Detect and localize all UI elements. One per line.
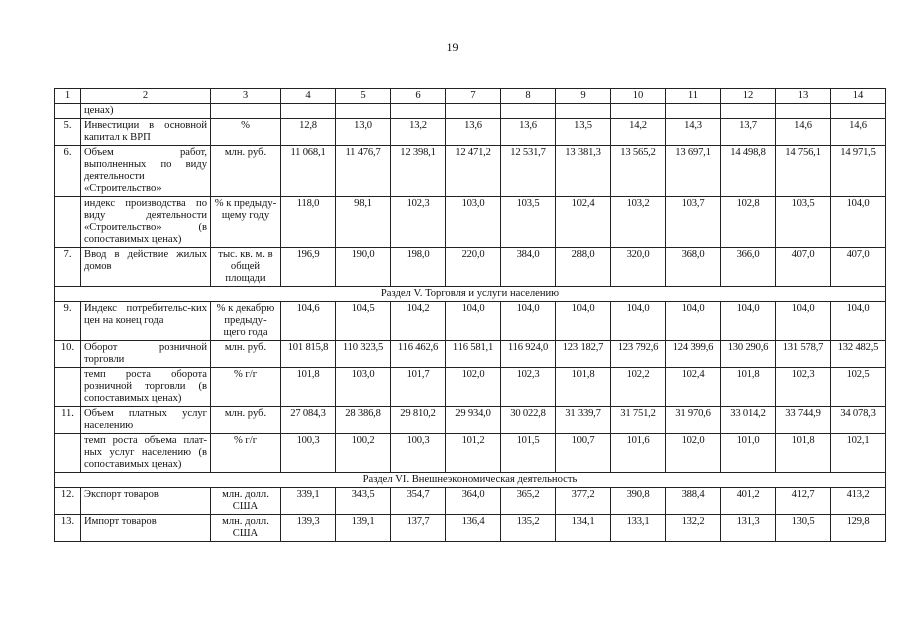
value-cell: 123 182,7	[556, 341, 611, 368]
value-cell: 28 386,8	[336, 407, 391, 434]
column-number-cell: 13	[776, 89, 831, 104]
page-number: 19	[446, 40, 459, 54]
value-cell: 102,5	[831, 368, 886, 407]
value-cell: 137,7	[391, 515, 446, 542]
value-cell: 366,0	[721, 248, 776, 287]
unit-cell: тыс. кв. м. в общей площади	[211, 248, 281, 287]
column-number-cell: 9	[556, 89, 611, 104]
row-number-cell: 9.	[55, 302, 81, 341]
row-number-cell: 10.	[55, 341, 81, 368]
value-cell: 103,7	[666, 197, 721, 248]
value-cell: 412,7	[776, 488, 831, 515]
value-cell	[611, 104, 666, 119]
value-cell: 102,2	[611, 368, 666, 407]
indicator-name-cell: Экспорт товаров	[81, 488, 211, 515]
table-row	[55, 368, 886, 407]
value-cell: 388,4	[666, 488, 721, 515]
value-cell: 101 815,8	[281, 341, 336, 368]
indicator-name-cell: Оборот розничной торговли	[81, 341, 211, 368]
value-cell: 123 792,6	[611, 341, 666, 368]
section-title: Раздел VI. Внешнеэкономическая деятельность	[55, 473, 886, 488]
value-cell: 102,0	[446, 368, 501, 407]
value-cell: 12,8	[281, 119, 336, 146]
value-cell: 101,0	[721, 434, 776, 473]
unit-cell: млн. руб.	[211, 407, 281, 434]
value-cell: 129,8	[831, 515, 886, 542]
value-cell: 13,2	[391, 119, 446, 146]
value-cell: 390,8	[611, 488, 666, 515]
row-number-cell: 12.	[55, 488, 81, 515]
value-cell: 13 697,1	[666, 146, 721, 197]
value-cell: 131,3	[721, 515, 776, 542]
value-cell: 13,5	[556, 119, 611, 146]
unit-cell	[211, 104, 281, 119]
value-cell: 134,1	[556, 515, 611, 542]
value-cell: 413,2	[831, 488, 886, 515]
indicators-table	[54, 88, 886, 542]
column-number-cell: 5	[336, 89, 391, 104]
column-number-cell: 11	[666, 89, 721, 104]
table-header-row	[55, 89, 886, 104]
value-cell: 116 924,0	[501, 341, 556, 368]
section-heading-row	[55, 473, 886, 488]
value-cell: 368,0	[666, 248, 721, 287]
value-cell: 100,3	[281, 434, 336, 473]
value-cell: 101,8	[776, 434, 831, 473]
value-cell: 27 084,3	[281, 407, 336, 434]
value-cell: 132 482,5	[831, 341, 886, 368]
value-cell: 33 014,2	[721, 407, 776, 434]
value-cell: 100,3	[391, 434, 446, 473]
table-row	[55, 434, 886, 473]
value-cell: 29 810,2	[391, 407, 446, 434]
table-row	[55, 119, 886, 146]
value-cell: 104,0	[721, 302, 776, 341]
column-number-cell: 1	[55, 89, 81, 104]
row-number-cell	[55, 368, 81, 407]
table-row	[55, 515, 886, 542]
value-cell: 14,6	[776, 119, 831, 146]
value-cell: 124 399,6	[666, 341, 721, 368]
indicator-name-cell: индекс производства по виду деятельности «Строительство» (в сопоставимых ценах)	[81, 197, 211, 248]
value-cell	[831, 104, 886, 119]
value-cell: 102,8	[721, 197, 776, 248]
value-cell: 103,0	[446, 197, 501, 248]
value-cell: 131 578,7	[776, 341, 831, 368]
value-cell: 31 339,7	[556, 407, 611, 434]
value-cell: 343,5	[336, 488, 391, 515]
column-number-cell: 3	[211, 89, 281, 104]
indicator-name-cell: темп роста объема плат-ных услуг населению (в сопоставимых ценах)	[81, 434, 211, 473]
table-body	[55, 89, 886, 542]
value-cell: 11 476,7	[336, 146, 391, 197]
value-cell	[391, 104, 446, 119]
value-cell: 401,2	[721, 488, 776, 515]
table-row	[55, 407, 886, 434]
indicator-name-cell: Инвестиции в основной капитал к ВРП	[81, 119, 211, 146]
value-cell: 102,4	[556, 197, 611, 248]
unit-cell: % г/г	[211, 434, 281, 473]
value-cell: 139,1	[336, 515, 391, 542]
value-cell: 104,5	[336, 302, 391, 341]
value-cell: 102,3	[501, 368, 556, 407]
value-cell: 377,2	[556, 488, 611, 515]
value-cell: 118,0	[281, 197, 336, 248]
row-number-cell: 7.	[55, 248, 81, 287]
value-cell: 132,2	[666, 515, 721, 542]
value-cell: 98,1	[336, 197, 391, 248]
unit-cell: %	[211, 119, 281, 146]
row-number-cell: 6.	[55, 146, 81, 197]
value-cell: 104,0	[446, 302, 501, 341]
value-cell: 13,6	[446, 119, 501, 146]
value-cell: 13 565,2	[611, 146, 666, 197]
indicator-name-cell: Объем работ, выполненных по виду деятельности «Строительство»	[81, 146, 211, 197]
indicator-name-cell: Импорт товаров	[81, 515, 211, 542]
value-cell: 104,0	[776, 302, 831, 341]
value-cell: 101,8	[281, 368, 336, 407]
column-number-cell: 4	[281, 89, 336, 104]
value-cell: 12 398,1	[391, 146, 446, 197]
table-row	[55, 104, 886, 119]
value-cell	[776, 104, 831, 119]
value-cell: 30 022,8	[501, 407, 556, 434]
value-cell: 31 751,2	[611, 407, 666, 434]
table-row	[55, 341, 886, 368]
row-number-cell: 11.	[55, 407, 81, 434]
unit-cell: млн. долл. США	[211, 488, 281, 515]
table-row	[55, 248, 886, 287]
column-number-cell: 14	[831, 89, 886, 104]
value-cell: 101,6	[611, 434, 666, 473]
value-cell	[666, 104, 721, 119]
value-cell: 34 078,3	[831, 407, 886, 434]
value-cell: 135,2	[501, 515, 556, 542]
value-cell: 104,0	[831, 302, 886, 341]
value-cell: 100,2	[336, 434, 391, 473]
value-cell: 116 462,6	[391, 341, 446, 368]
value-cell: 102,3	[776, 368, 831, 407]
value-cell: 13,6	[501, 119, 556, 146]
value-cell: 104,0	[501, 302, 556, 341]
column-number-cell: 7	[446, 89, 501, 104]
indicator-name-cell: Индекс потребительс-ких цен на конец года	[81, 302, 211, 341]
table-row	[55, 488, 886, 515]
row-number-cell: 5.	[55, 119, 81, 146]
section-title: Раздел V. Торговля и услуги населению	[55, 287, 886, 302]
value-cell: 190,0	[336, 248, 391, 287]
value-cell: 104,0	[831, 197, 886, 248]
value-cell: 407,0	[776, 248, 831, 287]
value-cell: 33 744,9	[776, 407, 831, 434]
value-cell: 288,0	[556, 248, 611, 287]
value-cell: 31 970,6	[666, 407, 721, 434]
value-cell: 320,0	[611, 248, 666, 287]
value-cell: 339,1	[281, 488, 336, 515]
value-cell: 139,3	[281, 515, 336, 542]
value-cell: 110 323,5	[336, 341, 391, 368]
value-cell: 101,2	[446, 434, 501, 473]
indicator-name-cell: Ввод в действие жилых домов	[81, 248, 211, 287]
value-cell: 136,4	[446, 515, 501, 542]
value-cell	[446, 104, 501, 119]
section-heading-row	[55, 287, 886, 302]
value-cell: 100,7	[556, 434, 611, 473]
value-cell: 14,3	[666, 119, 721, 146]
value-cell: 12 471,2	[446, 146, 501, 197]
value-cell: 14 498,8	[721, 146, 776, 197]
value-cell: 220,0	[446, 248, 501, 287]
value-cell: 104,0	[666, 302, 721, 341]
value-cell: 14 756,1	[776, 146, 831, 197]
value-cell: 103,5	[776, 197, 831, 248]
value-cell: 102,4	[666, 368, 721, 407]
value-cell	[556, 104, 611, 119]
row-number-cell	[55, 197, 81, 248]
value-cell: 101,5	[501, 434, 556, 473]
value-cell: 133,1	[611, 515, 666, 542]
indicator-name-cell: Объем платных услуг населению	[81, 407, 211, 434]
row-number-cell	[55, 104, 81, 119]
value-cell: 14 971,5	[831, 146, 886, 197]
value-cell: 104,0	[611, 302, 666, 341]
value-cell	[721, 104, 776, 119]
value-cell: 103,0	[336, 368, 391, 407]
value-cell: 11 068,1	[281, 146, 336, 197]
value-cell: 13 381,3	[556, 146, 611, 197]
value-cell	[336, 104, 391, 119]
value-cell: 29 934,0	[446, 407, 501, 434]
value-cell: 384,0	[501, 248, 556, 287]
value-cell: 103,2	[611, 197, 666, 248]
value-cell: 102,3	[391, 197, 446, 248]
value-cell: 103,5	[501, 197, 556, 248]
value-cell: 101,8	[556, 368, 611, 407]
value-cell: 354,7	[391, 488, 446, 515]
value-cell: 364,0	[446, 488, 501, 515]
table-row	[55, 302, 886, 341]
value-cell	[501, 104, 556, 119]
unit-cell: млн. долл. США	[211, 515, 281, 542]
unit-cell: % к предыду-щему году	[211, 197, 281, 248]
row-number-cell	[55, 434, 81, 473]
unit-cell: млн. руб.	[211, 146, 281, 197]
column-number-cell: 10	[611, 89, 666, 104]
value-cell: 14,6	[831, 119, 886, 146]
indicator-name-cell: темп роста оборота розничной торговли (в сопоставимых ценах)	[81, 368, 211, 407]
value-cell	[281, 104, 336, 119]
unit-cell: млн. руб.	[211, 341, 281, 368]
value-cell: 104,0	[556, 302, 611, 341]
table-row	[55, 197, 886, 248]
value-cell: 130,5	[776, 515, 831, 542]
unit-cell: % г/г	[211, 368, 281, 407]
value-cell: 14,2	[611, 119, 666, 146]
unit-cell: % к декабрю предыду-щего года	[211, 302, 281, 341]
indicator-name-cell: ценах)	[81, 104, 211, 119]
column-number-cell: 6	[391, 89, 446, 104]
column-number-cell: 2	[81, 89, 211, 104]
value-cell: 196,9	[281, 248, 336, 287]
value-cell: 407,0	[831, 248, 886, 287]
row-number-cell: 13.	[55, 515, 81, 542]
value-cell: 101,7	[391, 368, 446, 407]
value-cell: 198,0	[391, 248, 446, 287]
table-row	[55, 146, 886, 197]
value-cell: 101,8	[721, 368, 776, 407]
value-cell: 365,2	[501, 488, 556, 515]
value-cell: 104,2	[391, 302, 446, 341]
value-cell: 102,1	[831, 434, 886, 473]
value-cell: 13,0	[336, 119, 391, 146]
value-cell: 130 290,6	[721, 341, 776, 368]
value-cell: 104,6	[281, 302, 336, 341]
column-number-cell: 8	[501, 89, 556, 104]
value-cell: 116 581,1	[446, 341, 501, 368]
value-cell: 13,7	[721, 119, 776, 146]
column-number-cell: 12	[721, 89, 776, 104]
value-cell: 102,0	[666, 434, 721, 473]
value-cell: 12 531,7	[501, 146, 556, 197]
